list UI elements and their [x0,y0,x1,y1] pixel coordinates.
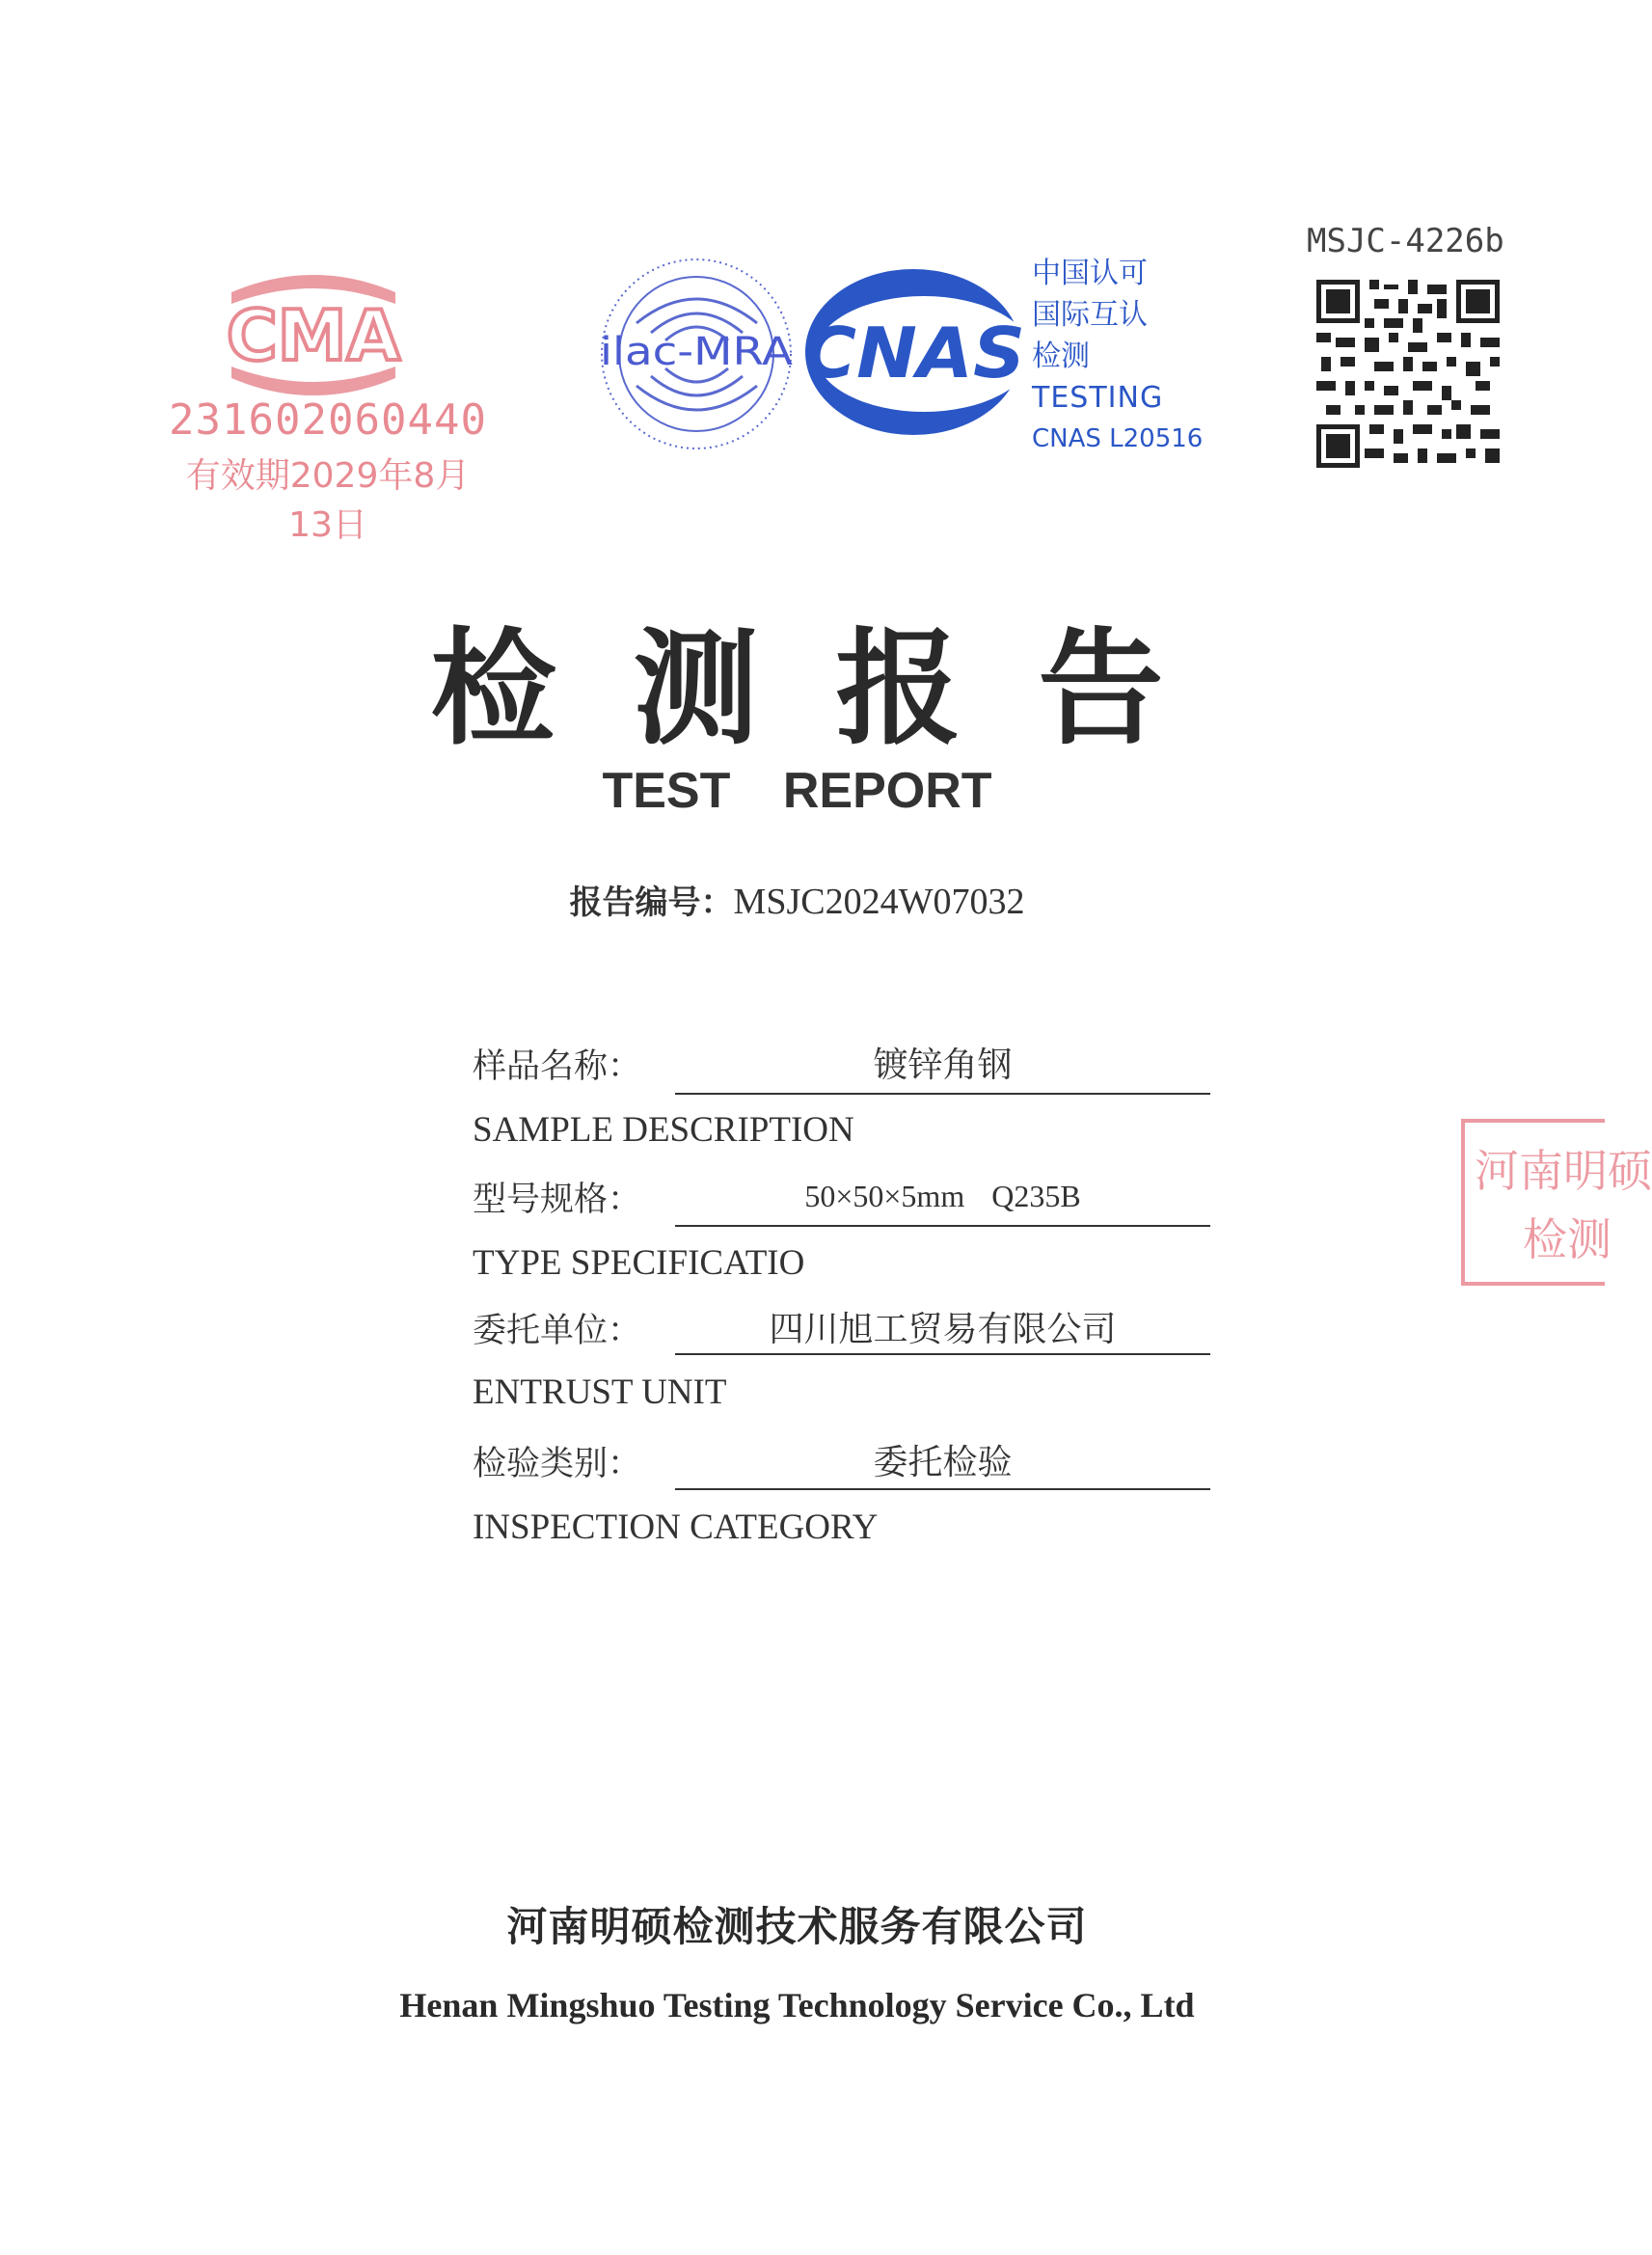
entrust-unit-en-label: ENTRUST UNIT [473,1372,727,1412]
report-number-value: MSJC2024W07032 [733,882,1025,922]
cma-logo-text: CMA [226,295,401,376]
cnas-logo-icon [800,265,1027,439]
document-code: MSJC-4226b [1307,222,1504,260]
company-seal-partial [1461,1119,1652,1286]
cnas-code: CNAS L20516 [1032,424,1204,453]
ilac-logo-text: ilac-MRA [600,330,794,374]
ilac-mra-logo-icon [598,256,796,453]
cma-logo-icon [193,265,434,405]
qr-code-icon [1316,280,1500,468]
sample-name-label: 样品名称： [473,1047,642,1086]
entrust-unit-underline [675,1353,1210,1355]
cnas-cn-line3: 检测 [1032,340,1090,373]
seal-line1: 河南明硕 [1475,1145,1652,1197]
cnas-text-block [1032,253,1203,460]
cnas-cn-line1: 中国认可 [1032,257,1148,290]
sample-name-underline [675,1093,1210,1095]
title-chinese: 检测报告 [430,614,1241,762]
cnas-cn-line2: 国际互认 [1032,298,1148,332]
cma-stamp [164,260,492,545]
inspection-category-value: 委托检验 [873,1443,1013,1482]
seal-line2: 检测 [1523,1213,1611,1265]
type-spec-value: 50×50×5mm Q235B [804,1179,1081,1213]
inspection-category-underline [675,1488,1210,1490]
sample-description-label: SAMPLE DESCRIPTION [473,1110,854,1150]
cnas-testing: TESTING [1032,381,1164,415]
type-spec-underline [675,1225,1210,1227]
cma-number: 231602060440 [169,395,487,445]
entrust-unit-label: 委托单位： [473,1312,642,1350]
inspection-category-label: 检验类别： [473,1445,642,1483]
title-english: TEST REPORT [602,763,992,819]
company-name-chinese: 河南明硕检测技术服务有限公司 [506,1903,1088,1950]
type-spec-label: 型号规格： [473,1181,642,1219]
entrust-unit-value: 四川旭工贸易有限公司 [769,1310,1117,1349]
sample-name-value: 镀锌角钢 [873,1046,1013,1085]
type-specification-label: TYPE SPECIFICATIO [473,1243,805,1283]
report-number [0,876,1594,923]
cnas-logo-text: CNAS [803,312,1025,394]
company-name-english: Henan Mingshuo Testing Technology Service Co., Ltd [399,1986,1195,2024]
cma-validity: 有效期2029年8月13日 [185,456,471,545]
report-number-label: 报告编号： [569,883,734,922]
inspection-category-en-label: INSPECTION CATEGORY [473,1508,879,1547]
